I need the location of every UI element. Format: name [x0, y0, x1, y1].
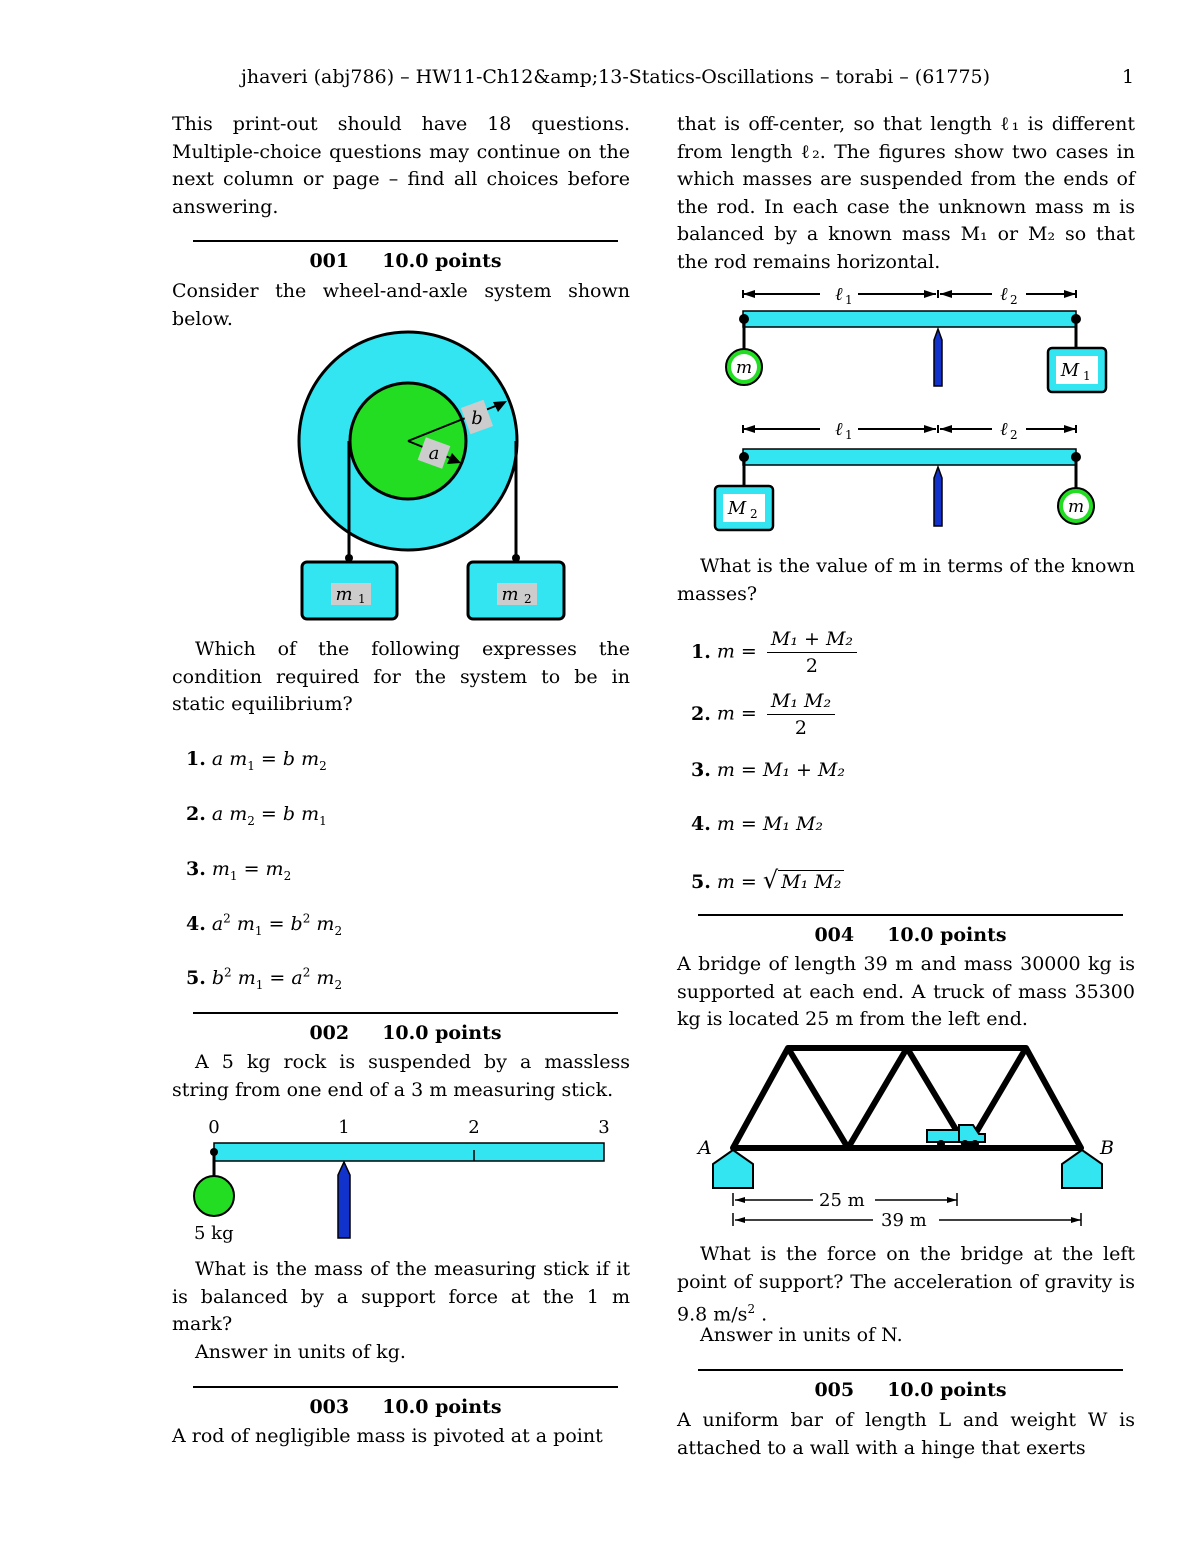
- label-a: a: [428, 443, 440, 464]
- rod-figures: [710, 276, 1120, 536]
- question-number: 001: [309, 250, 350, 272]
- rule: [698, 1369, 1123, 1371]
- question-prompt: Which of the following expresses the condition required for the system to be in static equilibrium?: [172, 638, 630, 715]
- mass-m1-sub: 1: [358, 592, 366, 606]
- rod-case-1: [726, 284, 1106, 392]
- rule: [193, 240, 618, 242]
- rod-case-2: [715, 419, 1094, 530]
- question-header: [193, 1022, 618, 1044]
- truss-diagonals: [788, 1048, 1026, 1148]
- support-B: [1062, 1150, 1102, 1188]
- tick-label-0: 0: [208, 1117, 220, 1138]
- label-l1-sub: 1: [845, 293, 853, 307]
- label-l1: ℓ: [835, 284, 843, 305]
- choice-4[interactable]: 4. m = M₁ M₂: [691, 813, 824, 835]
- label-l2-sub: 2: [1010, 428, 1018, 442]
- question-points: 10.0 points: [382, 250, 502, 272]
- label-M2: M: [727, 498, 747, 519]
- measuring-stick: [214, 1143, 604, 1161]
- mass-m1-label: m: [335, 584, 353, 605]
- question-prompt: What is the value of m in terms of the known masses?: [677, 555, 1135, 605]
- question-prompt: What is the force on the bridge at the left point of support? The acceleration of gravity is 9.8 $m/s^2$ .: [677, 1243, 1135, 1326]
- question-number: 003: [309, 1396, 350, 1418]
- rock: [194, 1176, 234, 1216]
- label-m: m: [735, 358, 753, 378]
- choice-2[interactable]: 2. m = $\frac{\text{M₁ M₂}}{2}$: [691, 690, 839, 739]
- truss-outline: [733, 1048, 1081, 1148]
- choice-3[interactable]: 3. $m_1 = m_2$: [186, 858, 292, 883]
- question-points: 10.0 points: [887, 924, 1007, 946]
- support-A: [713, 1150, 753, 1188]
- label-M2-sub: 2: [750, 507, 758, 521]
- question-header: [193, 1396, 618, 1418]
- dimension-39m: 39 m: [881, 1210, 927, 1231]
- answer-units: Answer in units of N.: [700, 1324, 903, 1346]
- question-number: 005: [814, 1379, 855, 1401]
- question-text: Consider the wheel-and-axle system shown below.: [172, 280, 630, 330]
- choice-5[interactable]: 5. m = √ M₁ M₂: [691, 866, 844, 894]
- question-number: 004: [814, 924, 855, 946]
- question-header: [698, 1379, 1123, 1401]
- page-number: 1: [1122, 66, 1135, 88]
- support-pivot: [338, 1162, 350, 1238]
- choice-1[interactable]: 1. m = $\frac{\text{M₁ + M₂}}{2}$: [691, 628, 861, 677]
- question-points: 10.0 points: [382, 1022, 502, 1044]
- question-text-continued: that is off-center, so that length ℓ₁ is different from length ℓ₂. The figures show two cases in which masses are suspended from the ends of the rod. In each case the unknown mass m is balanced by a known mass M₁ or M₂ so that the rod remains horizontal.: [677, 113, 1135, 273]
- pivot: [934, 329, 942, 386]
- label-l2: ℓ: [1000, 419, 1008, 440]
- tick-label-2: 2: [468, 1117, 480, 1138]
- rod: [743, 449, 1076, 465]
- dimension-25m: 25 m: [819, 1190, 865, 1211]
- rule: [698, 914, 1123, 916]
- label-M1-sub: 1: [1083, 369, 1091, 383]
- support-label-A: A: [698, 1137, 712, 1159]
- rod: [743, 311, 1076, 327]
- question-text: A rod of negligible mass is pivoted at a point: [172, 1425, 603, 1447]
- question-header: [193, 250, 618, 272]
- choice-2[interactable]: 2. a $m_2 = b$ $m_1$: [186, 803, 327, 828]
- choice-5[interactable]: 5. $b^2$ $m_1 = a^2$ $m_2$: [186, 966, 343, 993]
- pivot: [934, 467, 942, 526]
- tick-label-1: 1: [338, 1117, 350, 1138]
- label-m: m: [1067, 497, 1085, 517]
- label-l1: ℓ: [835, 419, 843, 440]
- label-l2: ℓ: [1000, 284, 1008, 305]
- support-label-B: B: [1100, 1137, 1114, 1159]
- label-l1-sub: 1: [845, 428, 853, 442]
- question-text: A 5 kg rock is suspended by a massless string from one end of a 3 m measuring stick.: [172, 1051, 630, 1101]
- intro-text: This print-out should have 18 questions. Multiple-choice questions may continue on the next column or page – find all choices before answering.: [172, 113, 630, 218]
- bridge-figure: [695, 1040, 1125, 1235]
- question-points: 10.0 points: [382, 1396, 502, 1418]
- rock-label: 5 kg: [194, 1223, 234, 1244]
- mass-m2-label: m: [501, 584, 519, 605]
- question-number: 002: [309, 1022, 350, 1044]
- question-header: [698, 924, 1123, 946]
- rule: [193, 1386, 618, 1388]
- label-b: b: [471, 408, 483, 429]
- label-l2-sub: 2: [1010, 293, 1018, 307]
- answer-units: Answer in units of kg.: [195, 1341, 406, 1363]
- question-prompt: What is the mass of the measuring stick if it is balanced by a support force at the 1 m mark?: [172, 1258, 630, 1335]
- tick-label-3: 3: [598, 1117, 610, 1138]
- wheel-axle-figure: [295, 330, 585, 630]
- question-text: A bridge of length 39 m and mass 30000 kg is supported at each end. A truck of mass 35300 kg is located 25 m from the left end.: [677, 953, 1135, 1030]
- rule: [193, 1012, 618, 1014]
- choice-3[interactable]: 3. m = M₁ + M₂: [691, 759, 846, 781]
- page-header: jhaveri (abj786) – HW11-Ch12&amp;13-Statics-Oscillations – torabi – (61775): [241, 66, 991, 88]
- label-M1: M: [1060, 360, 1080, 381]
- mass-m2-sub: 2: [524, 592, 532, 606]
- choice-1[interactable]: 1. a $m_1 = b$ $m_2$: [186, 748, 327, 773]
- choice-4[interactable]: 4. $a^2$ $m_1 = b^2$ $m_2$: [186, 912, 343, 939]
- question-points: 10.0 points: [887, 1379, 1007, 1401]
- question-text: A uniform bar of length L and weight W is attached to a wall with a hinge that exerts: [677, 1409, 1135, 1459]
- measuring-stick-figure: [185, 1110, 625, 1250]
